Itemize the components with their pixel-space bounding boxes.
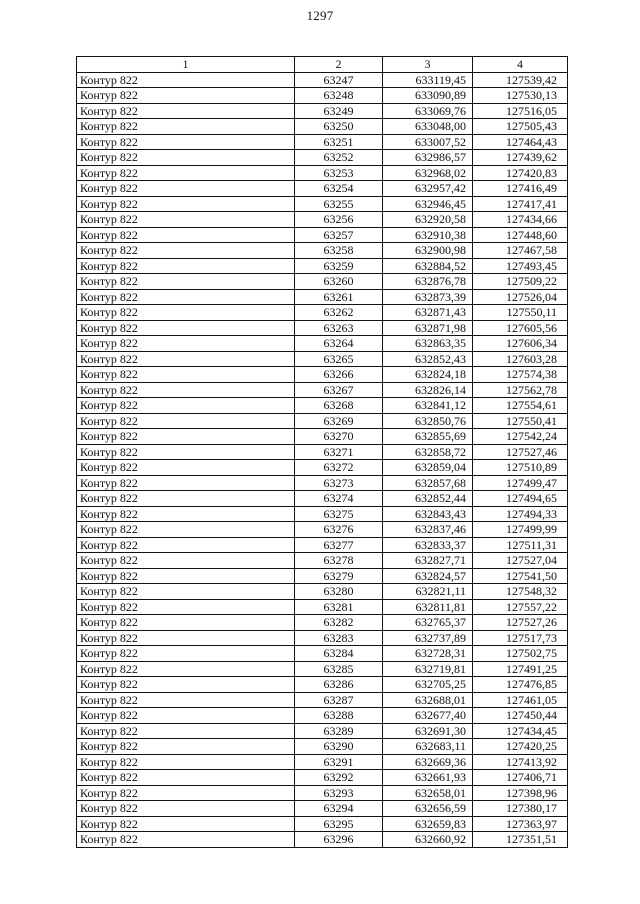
- y-coordinate-cell: 127548,32: [473, 584, 568, 600]
- table-row: [77, 506, 568, 522]
- point-number-cell: 63291: [295, 754, 383, 770]
- table-row: [77, 708, 568, 724]
- x-coordinate-cell: 632719,81: [383, 661, 473, 677]
- table-row: [77, 785, 568, 801]
- x-coordinate-cell: 632986,57: [383, 150, 473, 166]
- x-coordinate-cell: 632837,46: [383, 522, 473, 538]
- y-coordinate-cell: 127434,45: [473, 723, 568, 739]
- contour-name-cell: Контур 822: [77, 196, 295, 212]
- point-number-cell: 63261: [295, 289, 383, 305]
- point-number-cell: 63249: [295, 103, 383, 119]
- point-number-cell: 63296: [295, 832, 383, 848]
- contour-name-cell: Контур 822: [77, 785, 295, 801]
- point-number-cell: 63273: [295, 475, 383, 491]
- contour-name-cell: Контур 822: [77, 739, 295, 755]
- point-number-cell: 63251: [295, 134, 383, 150]
- y-coordinate-cell: 127439,62: [473, 150, 568, 166]
- point-number-cell: 63256: [295, 212, 383, 228]
- y-coordinate-cell: 127493,45: [473, 258, 568, 274]
- x-coordinate-cell: 632843,43: [383, 506, 473, 522]
- y-coordinate-cell: 127509,22: [473, 274, 568, 290]
- table-row: [77, 677, 568, 693]
- contour-name-cell: Контур 822: [77, 677, 295, 693]
- y-coordinate-cell: 127499,99: [473, 522, 568, 538]
- contour-name-cell: Контур 822: [77, 336, 295, 352]
- table-row: [77, 103, 568, 119]
- table-row: [77, 258, 568, 274]
- x-coordinate-cell: 632855,69: [383, 429, 473, 445]
- point-number-cell: 63281: [295, 599, 383, 615]
- table-row: [77, 739, 568, 755]
- contour-name-cell: Контур 822: [77, 305, 295, 321]
- table-body: [77, 72, 568, 847]
- x-coordinate-cell: 632688,01: [383, 692, 473, 708]
- point-number-cell: 63270: [295, 429, 383, 445]
- y-coordinate-cell: 127398,96: [473, 785, 568, 801]
- contour-name-cell: Контур 822: [77, 460, 295, 476]
- coordinates-table: [76, 56, 568, 848]
- table-row: [77, 150, 568, 166]
- point-number-cell: 63252: [295, 150, 383, 166]
- point-number-cell: 63284: [295, 646, 383, 662]
- contour-name-cell: Контур 822: [77, 816, 295, 832]
- point-number-cell: 63265: [295, 351, 383, 367]
- x-coordinate-cell: 633069,76: [383, 103, 473, 119]
- table-header-row: [77, 57, 568, 73]
- contour-name-cell: Контур 822: [77, 289, 295, 305]
- x-coordinate-cell: 632871,98: [383, 320, 473, 336]
- point-number-cell: 63247: [295, 72, 383, 88]
- point-number-cell: 63278: [295, 553, 383, 569]
- contour-name-cell: Контур 822: [77, 475, 295, 491]
- y-coordinate-cell: 127527,26: [473, 615, 568, 631]
- contour-name-cell: Контур 822: [77, 506, 295, 522]
- table-row: [77, 444, 568, 460]
- x-coordinate-cell: 632737,89: [383, 630, 473, 646]
- y-coordinate-cell: 127554,61: [473, 398, 568, 414]
- x-coordinate-cell: 632841,12: [383, 398, 473, 414]
- point-number-cell: 63276: [295, 522, 383, 538]
- point-number-cell: 63258: [295, 243, 383, 259]
- point-number-cell: 63268: [295, 398, 383, 414]
- table-row: [77, 181, 568, 197]
- point-number-cell: 63295: [295, 816, 383, 832]
- x-coordinate-cell: 632968,02: [383, 165, 473, 181]
- contour-name-cell: Контур 822: [77, 134, 295, 150]
- point-number-cell: 63289: [295, 723, 383, 739]
- point-number-cell: 63292: [295, 770, 383, 786]
- contour-name-cell: Контур 822: [77, 770, 295, 786]
- x-coordinate-cell: 632900,98: [383, 243, 473, 259]
- x-coordinate-cell: 632871,43: [383, 305, 473, 321]
- x-coordinate-cell: 632826,14: [383, 382, 473, 398]
- table-row: [77, 336, 568, 352]
- y-coordinate-cell: 127363,97: [473, 816, 568, 832]
- x-coordinate-cell: 632705,25: [383, 677, 473, 693]
- table-row: [77, 398, 568, 414]
- contour-name-cell: Контур 822: [77, 243, 295, 259]
- table-row: [77, 692, 568, 708]
- x-coordinate-cell: 633119,45: [383, 72, 473, 88]
- table-row: [77, 723, 568, 739]
- contour-name-cell: Контур 822: [77, 398, 295, 414]
- point-number-cell: 63288: [295, 708, 383, 724]
- x-coordinate-cell: 632910,38: [383, 227, 473, 243]
- y-coordinate-cell: 127420,83: [473, 165, 568, 181]
- y-coordinate-cell: 127550,41: [473, 413, 568, 429]
- x-coordinate-cell: 632884,52: [383, 258, 473, 274]
- point-number-cell: 63279: [295, 568, 383, 584]
- table-row: [77, 491, 568, 507]
- table-row: [77, 522, 568, 538]
- table-row: [77, 227, 568, 243]
- x-coordinate-cell: 632765,37: [383, 615, 473, 631]
- x-coordinate-cell: 633007,52: [383, 134, 473, 150]
- table-row: [77, 816, 568, 832]
- x-coordinate-cell: 632957,42: [383, 181, 473, 197]
- point-number-cell: 63254: [295, 181, 383, 197]
- table-row: [77, 646, 568, 662]
- y-coordinate-cell: 127417,41: [473, 196, 568, 212]
- x-coordinate-cell: 632873,39: [383, 289, 473, 305]
- point-number-cell: 63277: [295, 537, 383, 553]
- y-coordinate-cell: 127550,11: [473, 305, 568, 321]
- column-header-2: 2: [295, 57, 383, 73]
- x-coordinate-cell: 632857,68: [383, 475, 473, 491]
- point-number-cell: 63266: [295, 367, 383, 383]
- contour-name-cell: Контур 822: [77, 227, 295, 243]
- contour-name-cell: Контур 822: [77, 367, 295, 383]
- contour-name-cell: Контур 822: [77, 584, 295, 600]
- contour-name-cell: Контур 822: [77, 165, 295, 181]
- contour-name-cell: Контур 822: [77, 553, 295, 569]
- table-row: [77, 134, 568, 150]
- y-coordinate-cell: 127464,43: [473, 134, 568, 150]
- table-row: [77, 801, 568, 817]
- y-coordinate-cell: 127603,28: [473, 351, 568, 367]
- contour-name-cell: Контур 822: [77, 661, 295, 677]
- table-row: [77, 88, 568, 104]
- x-coordinate-cell: 632811,81: [383, 599, 473, 615]
- table-row: [77, 165, 568, 181]
- point-number-cell: 63250: [295, 119, 383, 135]
- table-row: [77, 553, 568, 569]
- y-coordinate-cell: 127413,92: [473, 754, 568, 770]
- x-coordinate-cell: 632852,43: [383, 351, 473, 367]
- x-coordinate-cell: 632669,36: [383, 754, 473, 770]
- x-coordinate-cell: 632852,44: [383, 491, 473, 507]
- y-coordinate-cell: 127494,33: [473, 506, 568, 522]
- table-row: [77, 243, 568, 259]
- y-coordinate-cell: 127420,25: [473, 739, 568, 755]
- table-row: [77, 615, 568, 631]
- table-row: [77, 119, 568, 135]
- contour-name-cell: Контур 822: [77, 444, 295, 460]
- point-number-cell: 63267: [295, 382, 383, 398]
- point-number-cell: 63262: [295, 305, 383, 321]
- contour-name-cell: Контур 822: [77, 801, 295, 817]
- y-coordinate-cell: 127461,05: [473, 692, 568, 708]
- table-row: [77, 289, 568, 305]
- point-number-cell: 63272: [295, 460, 383, 476]
- y-coordinate-cell: 127527,46: [473, 444, 568, 460]
- y-coordinate-cell: 127510,89: [473, 460, 568, 476]
- x-coordinate-cell: 632827,71: [383, 553, 473, 569]
- point-number-cell: 63290: [295, 739, 383, 755]
- y-coordinate-cell: 127527,04: [473, 553, 568, 569]
- y-coordinate-cell: 127517,73: [473, 630, 568, 646]
- contour-name-cell: Контур 822: [77, 351, 295, 367]
- x-coordinate-cell: 632691,30: [383, 723, 473, 739]
- contour-name-cell: Контур 822: [77, 72, 295, 88]
- contour-name-cell: Контур 822: [77, 832, 295, 848]
- column-header-1: 1: [77, 57, 295, 73]
- point-number-cell: 63260: [295, 274, 383, 290]
- point-number-cell: 63259: [295, 258, 383, 274]
- point-number-cell: 63280: [295, 584, 383, 600]
- x-coordinate-cell: 632946,45: [383, 196, 473, 212]
- y-coordinate-cell: 127380,17: [473, 801, 568, 817]
- y-coordinate-cell: 127467,58: [473, 243, 568, 259]
- y-coordinate-cell: 127542,24: [473, 429, 568, 445]
- contour-name-cell: Контур 822: [77, 754, 295, 770]
- point-number-cell: 63294: [295, 801, 383, 817]
- y-coordinate-cell: 127530,13: [473, 88, 568, 104]
- y-coordinate-cell: 127562,78: [473, 382, 568, 398]
- contour-name-cell: Контур 822: [77, 599, 295, 615]
- x-coordinate-cell: 632658,01: [383, 785, 473, 801]
- x-coordinate-cell: 632728,31: [383, 646, 473, 662]
- x-coordinate-cell: 632833,37: [383, 537, 473, 553]
- y-coordinate-cell: 127502,75: [473, 646, 568, 662]
- table-row: [77, 305, 568, 321]
- contour-name-cell: Контур 822: [77, 615, 295, 631]
- contour-name-cell: Контур 822: [77, 212, 295, 228]
- y-coordinate-cell: 127574,38: [473, 367, 568, 383]
- column-header-4: 4: [473, 57, 568, 73]
- table-row: [77, 661, 568, 677]
- x-coordinate-cell: 632824,57: [383, 568, 473, 584]
- x-coordinate-cell: 632858,72: [383, 444, 473, 460]
- y-coordinate-cell: 127539,42: [473, 72, 568, 88]
- table-row: [77, 770, 568, 786]
- y-coordinate-cell: 127416,49: [473, 181, 568, 197]
- x-coordinate-cell: 632661,93: [383, 770, 473, 786]
- y-coordinate-cell: 127406,71: [473, 770, 568, 786]
- table-row: [77, 413, 568, 429]
- y-coordinate-cell: 127494,65: [473, 491, 568, 507]
- table-row: [77, 460, 568, 476]
- column-header-3: 3: [383, 57, 473, 73]
- y-coordinate-cell: 127448,60: [473, 227, 568, 243]
- y-coordinate-cell: 127351,51: [473, 832, 568, 848]
- table-row: [77, 630, 568, 646]
- point-number-cell: 63255: [295, 196, 383, 212]
- table-row: [77, 429, 568, 445]
- contour-name-cell: Контур 822: [77, 274, 295, 290]
- table-row: [77, 568, 568, 584]
- page-number: 1297: [306, 8, 334, 23]
- table-row: [77, 599, 568, 615]
- x-coordinate-cell: 632850,76: [383, 413, 473, 429]
- x-coordinate-cell: 632683,11: [383, 739, 473, 755]
- table-row: [77, 584, 568, 600]
- point-number-cell: 63271: [295, 444, 383, 460]
- x-coordinate-cell: 632660,92: [383, 832, 473, 848]
- y-coordinate-cell: 127606,34: [473, 336, 568, 352]
- table-row: [77, 351, 568, 367]
- table-row: [77, 72, 568, 88]
- x-coordinate-cell: 632659,83: [383, 816, 473, 832]
- x-coordinate-cell: 633090,89: [383, 88, 473, 104]
- point-number-cell: 63282: [295, 615, 383, 631]
- contour-name-cell: Контур 822: [77, 88, 295, 104]
- table-row: [77, 320, 568, 336]
- y-coordinate-cell: 127450,44: [473, 708, 568, 724]
- point-number-cell: 63264: [295, 336, 383, 352]
- table-row: [77, 367, 568, 383]
- table-row: [77, 537, 568, 553]
- y-coordinate-cell: 127511,31: [473, 537, 568, 553]
- contour-name-cell: Контур 822: [77, 429, 295, 445]
- contour-name-cell: Контур 822: [77, 150, 295, 166]
- table-row: [77, 196, 568, 212]
- contour-name-cell: Контур 822: [77, 630, 295, 646]
- contour-name-cell: Контур 822: [77, 103, 295, 119]
- table-row: [77, 475, 568, 491]
- contour-name-cell: Контур 822: [77, 413, 295, 429]
- x-coordinate-cell: 633048,00: [383, 119, 473, 135]
- y-coordinate-cell: 127605,56: [473, 320, 568, 336]
- y-coordinate-cell: 127476,85: [473, 677, 568, 693]
- point-number-cell: 63253: [295, 165, 383, 181]
- y-coordinate-cell: 127505,43: [473, 119, 568, 135]
- contour-name-cell: Контур 822: [77, 646, 295, 662]
- contour-name-cell: Контур 822: [77, 320, 295, 336]
- point-number-cell: 63283: [295, 630, 383, 646]
- x-coordinate-cell: 632677,40: [383, 708, 473, 724]
- contour-name-cell: Контур 822: [77, 382, 295, 398]
- contour-name-cell: Контур 822: [77, 258, 295, 274]
- point-number-cell: 63263: [295, 320, 383, 336]
- contour-name-cell: Контур 822: [77, 723, 295, 739]
- contour-name-cell: Контур 822: [77, 708, 295, 724]
- point-number-cell: 63287: [295, 692, 383, 708]
- x-coordinate-cell: 632821,11: [383, 584, 473, 600]
- point-number-cell: 63285: [295, 661, 383, 677]
- y-coordinate-cell: 127516,05: [473, 103, 568, 119]
- point-number-cell: 63257: [295, 227, 383, 243]
- point-number-cell: 63293: [295, 785, 383, 801]
- contour-name-cell: Контур 822: [77, 692, 295, 708]
- x-coordinate-cell: 632656,59: [383, 801, 473, 817]
- y-coordinate-cell: 127491,25: [473, 661, 568, 677]
- y-coordinate-cell: 127499,47: [473, 475, 568, 491]
- y-coordinate-cell: 127541,50: [473, 568, 568, 584]
- contour-name-cell: Контур 822: [77, 119, 295, 135]
- x-coordinate-cell: 632859,04: [383, 460, 473, 476]
- x-coordinate-cell: 632920,58: [383, 212, 473, 228]
- y-coordinate-cell: 127526,04: [473, 289, 568, 305]
- x-coordinate-cell: 632876,78: [383, 274, 473, 290]
- contour-name-cell: Контур 822: [77, 537, 295, 553]
- point-number-cell: 63286: [295, 677, 383, 693]
- table-row: [77, 382, 568, 398]
- point-number-cell: 63274: [295, 491, 383, 507]
- x-coordinate-cell: 632863,35: [383, 336, 473, 352]
- table-row: [77, 832, 568, 848]
- x-coordinate-cell: 632824,18: [383, 367, 473, 383]
- contour-name-cell: Контур 822: [77, 568, 295, 584]
- contour-name-cell: Контур 822: [77, 522, 295, 538]
- y-coordinate-cell: 127557,22: [473, 599, 568, 615]
- point-number-cell: 63275: [295, 506, 383, 522]
- table-row: [77, 754, 568, 770]
- table-row: [77, 212, 568, 228]
- contour-name-cell: Контур 822: [77, 491, 295, 507]
- point-number-cell: 63248: [295, 88, 383, 104]
- point-number-cell: 63269: [295, 413, 383, 429]
- y-coordinate-cell: 127434,66: [473, 212, 568, 228]
- table-row: [77, 274, 568, 290]
- contour-name-cell: Контур 822: [77, 181, 295, 197]
